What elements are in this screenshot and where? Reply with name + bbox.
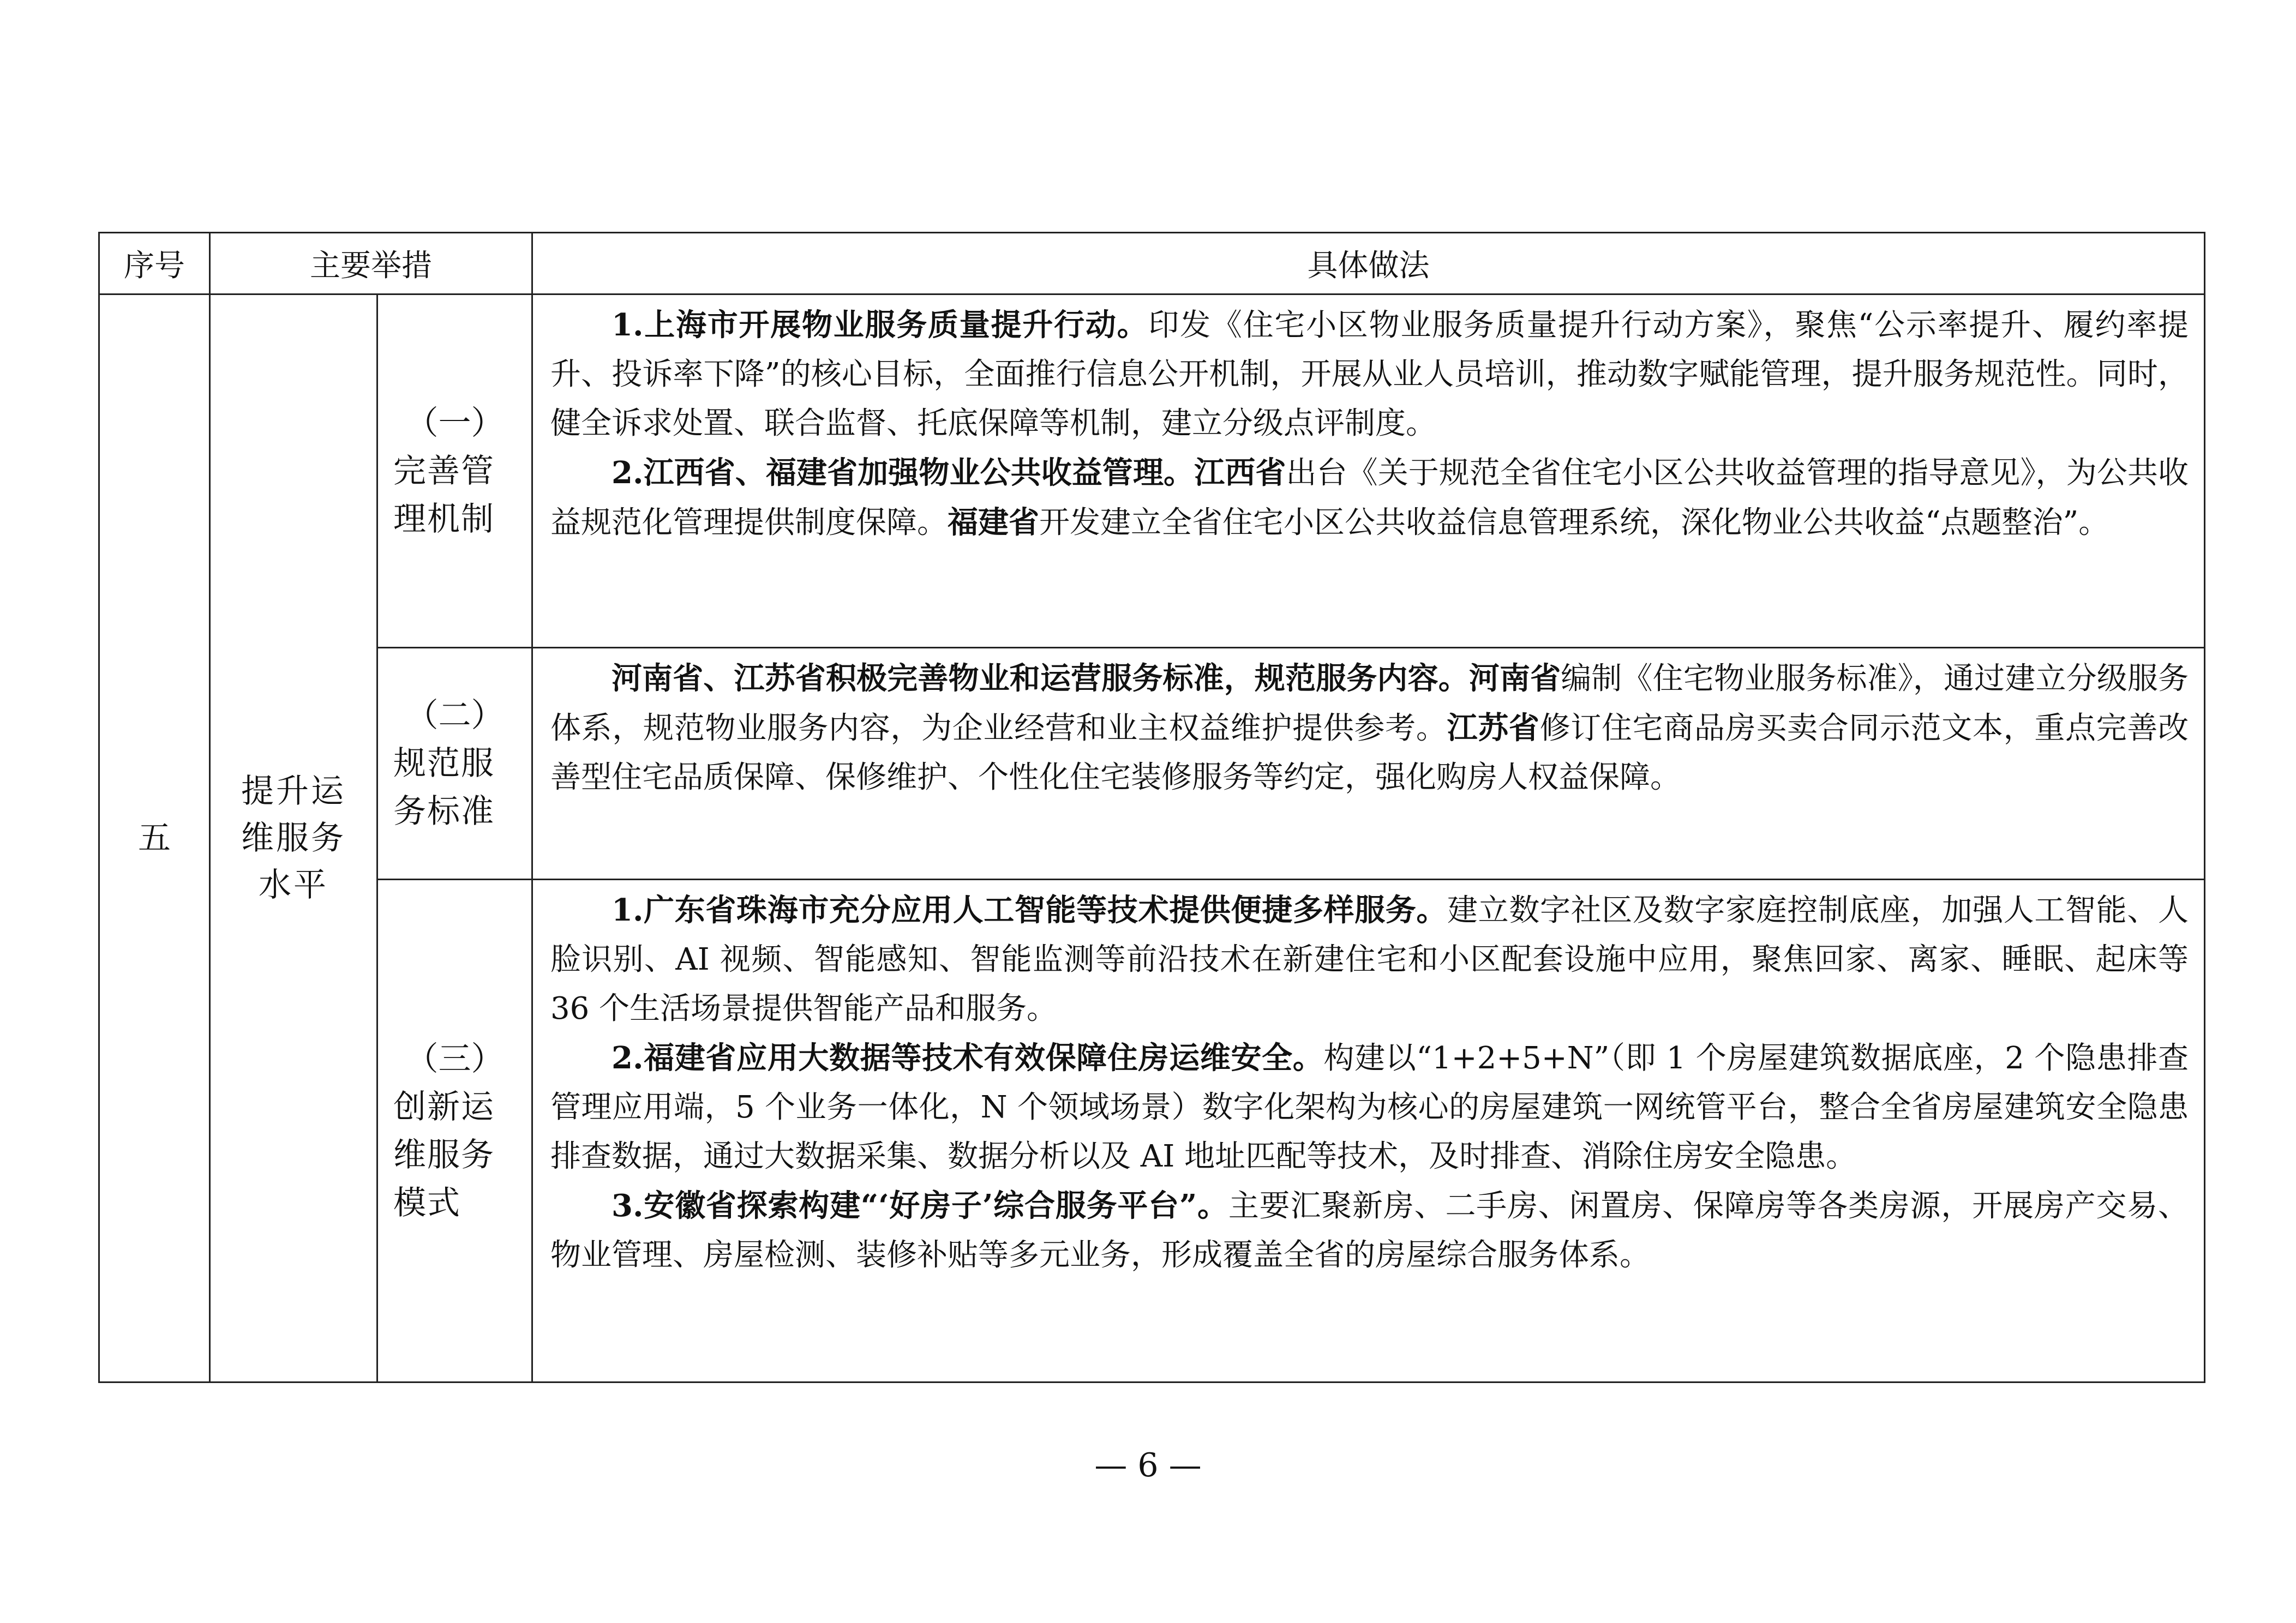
practices-table xyxy=(98,232,2205,1383)
paragraph-lead: 1.广东省珠海市充分应用人工智能等技术提供便捷多样服务。 xyxy=(612,892,1448,928)
subsection-1-number: （一） xyxy=(405,404,504,442)
subsection-3-content xyxy=(532,880,2205,1382)
subsection-2-label xyxy=(377,648,532,880)
page-number: — 6 — xyxy=(1094,1446,1202,1484)
paragraph-body: 开发建立全省住宅小区公共收益信息管理系统，深化物业公共收益“点题整治”。 xyxy=(1039,505,2109,540)
subsection-1-content xyxy=(532,294,2205,648)
paragraph-body: 编制《住宅物业服务标准》，通过建立分级服务体系，规范物业服务内容，为企业经营和业主权益维护提供参考。 xyxy=(550,661,2189,746)
table-header-row xyxy=(99,233,2205,294)
section-number: 五 xyxy=(99,294,210,1382)
subsection-1-label xyxy=(377,294,532,648)
province-name: 江西省 xyxy=(1194,455,1286,491)
subsection-3-name: 创新运维服务模式 xyxy=(393,1087,495,1222)
table-row xyxy=(99,880,2205,1382)
header-index: 序号 xyxy=(99,233,210,294)
paragraph-lead: 2.江西省、福建省加强物业公共收益管理。 xyxy=(612,455,1195,491)
table-row xyxy=(99,648,2205,880)
paragraph xyxy=(550,1181,2189,1280)
paragraph xyxy=(550,1033,2189,1181)
section-title-cell xyxy=(210,294,377,1382)
paragraph xyxy=(550,300,2189,448)
paragraph xyxy=(550,886,2189,1033)
province-name: 河南省 xyxy=(1468,660,1561,696)
paragraph-body: 出台《关于规范全省住宅小区公共收益管理的指导意见》，为公共收益规范化管理提供制度保障。 xyxy=(550,455,2189,540)
paragraph-lead: 2.福建省应用大数据等技术有效保障住房运维安全。 xyxy=(612,1040,1324,1076)
paragraph-body: 建立数字社区及数字家庭控制底座，加强人工智能、人脸识别、AI 视频、智能感知、智能监测等前沿技术在新建住宅和小区配套设施中应用，聚焦回家、离家、睡眠、起床等 36 个生活场景提供智能产品和服务。 xyxy=(550,893,2189,1026)
paragraph-lead: 3.安徽省探索构建“‘好房子’综合服务平台”。 xyxy=(612,1188,1228,1224)
paragraph-lead: 河南省、江苏省积极完善物业和运营服务标准，规范服务内容。 xyxy=(612,660,1469,696)
paragraph-lead: 1.上海市开展物业服务质量提升行动。 xyxy=(612,307,1149,343)
paragraph-body: 印发《住宅小区物业服务质量提升行动方案》，聚焦“公示率提升、履约率提升、投诉率下降”的核心目标，全面推行信息公开机制，开展从业人员培训，推动数字赋能管理，提升服务规范性。同时，健全诉求处置、联合监督、托底保障等机制，建立分级点评制度。 xyxy=(550,308,2189,441)
paragraph xyxy=(550,448,2189,548)
section-title: 提升运维服务水平 xyxy=(241,772,346,904)
subsection-1-name: 完善管理机制 xyxy=(393,452,495,538)
paragraph xyxy=(550,654,2189,802)
province-name: 江苏省 xyxy=(1447,710,1540,746)
paragraph-body: 主要汇聚新房、二手房、闲置房、保障房等各类房源，开展房产交易、物业管理、房屋检测、装修补贴等多元业务，形成覆盖全省的房屋综合服务体系。 xyxy=(550,1188,2189,1273)
subsection-3-number: （三） xyxy=(405,1039,504,1078)
province-name: 福建省 xyxy=(948,504,1039,540)
paragraph-body: 构建以“1+2+5+N”（即 1 个房屋建筑数据底座，2 个隐患排查管理应用端，5 个业务一体化，N 个领域场景）数字化架构为核心的房屋建筑一网统管平台，整合全省房屋建筑安全隐患排查数据，通过大数据采集、数据分析以及 AI 地址匹配等技术，及时排查、消除住房安全隐患。 xyxy=(550,1041,2189,1174)
subsection-2-number: （二） xyxy=(405,696,504,735)
subsection-2-content xyxy=(532,648,2205,880)
subsection-2-name: 规范服务标准 xyxy=(393,744,495,831)
table-row xyxy=(99,294,2205,648)
header-practices: 具体做法 xyxy=(532,233,2205,294)
header-measures: 主要举措 xyxy=(210,233,532,294)
paragraph-body: 修订住宅商品房买卖合同示范文本，重点完善改善型住宅品质保障、保修维护、个性化住宅装修服务等约定，强化购房人权益保障。 xyxy=(550,711,2189,795)
subsection-3-label xyxy=(377,880,532,1382)
